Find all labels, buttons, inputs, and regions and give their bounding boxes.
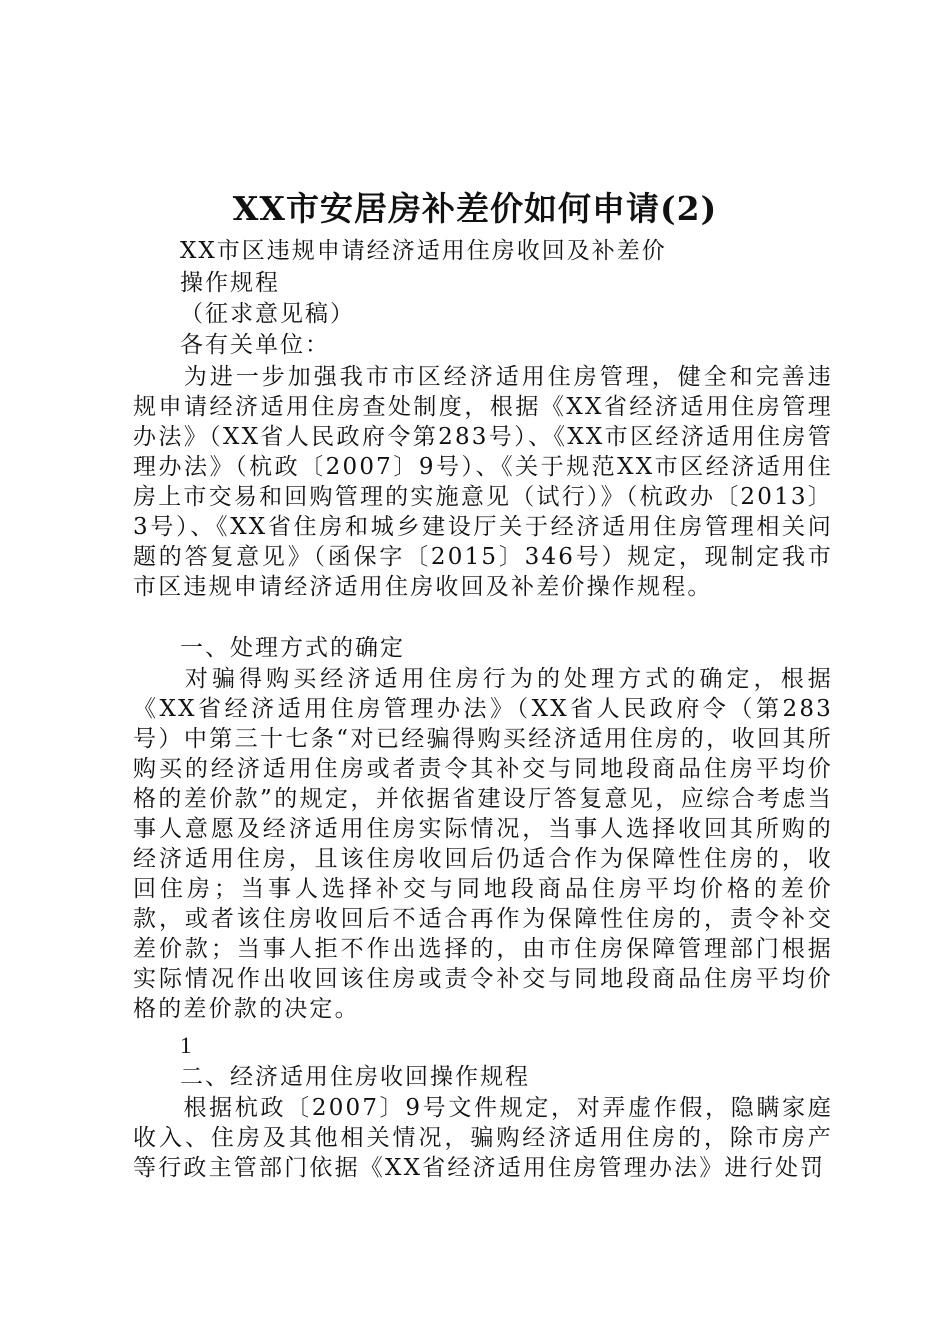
subtitle-line-2: 操作规程 — [180, 270, 280, 296]
intro-paragraph-text: 为进一步加强我市市区经济适用住房管理，健全和完善违规申请经济适用住房查处制度，根据《XX省经济适用住房管理办法》（XX省人民政府令第283号）、《XX市区经济适用住房管理办法》（杭政〔2007〕9号）、《关于规范XX市区经济适用住房上市交易和回购管理的实施意见（试行）》（杭政办〔2013〕3号）、《XX省住房和城乡建设厅关于经济适用住房管理相关问题的答复意见》（函保字〔2015〕346号）规定，现制定我市市区违规申请经济适用住房收回及补差价操作规程。 — [133, 364, 833, 600]
section-2-heading: 二、经济适用住房收回操作规程 — [180, 1064, 530, 1090]
section-1-paragraph — [133, 664, 833, 1024]
salutation: 各有关单位： — [180, 332, 330, 358]
section-1-heading: 一、处理方式的确定 — [180, 635, 405, 661]
document-title: XX市安居房补差价如何申请(2) — [232, 189, 718, 228]
subtitle-line-1: XX市区违规申请经济适用住房收回及补差价 — [180, 238, 667, 264]
draft-note: （征求意见稿） — [180, 301, 355, 327]
section-1-paragraph-text: 对骗得购买经济适用住房行为的处理方式的确定，根据《XX省经济适用住房管理办法》（XX省人民政府令（第283号）中第三十七条“对已经骗得购买经济适用住房的，收回其所购买的经济适用住房或者责令其补交与同地段商品住房平均价格的差价款”的规定，并依据省建设厅答复意见，应综合考虑当事人意愿及经济适用住房实际情况，当事人选择收回其所购的经济适用住房，且该住房收回后仍适合作为保障性住房的，收回住房；当事人选择补交与同地段商品住房平均价格的差价款，或者该住房收回后不适合再作为保障性住房的，责令补交差价款；当事人拒不作出选择的，由市住房保障管理部门根据实际情况作出收回该住房或责令补交与同地段商品住房平均价格的差价款的决定。 — [133, 666, 833, 1022]
intro-paragraph — [133, 362, 833, 602]
section-2-paragraph-text: 根据杭政〔2007〕9号文件规定，对弄虚作假，隐瞒家庭收入、住房及其他相关情况，骗购经济适用住房的，除市房产等行政主管部门依据《XX省经济适用住房管理办法》进行处罚 — [133, 1095, 833, 1181]
page-number: 1 — [180, 1033, 192, 1058]
section-2-paragraph — [133, 1093, 833, 1183]
